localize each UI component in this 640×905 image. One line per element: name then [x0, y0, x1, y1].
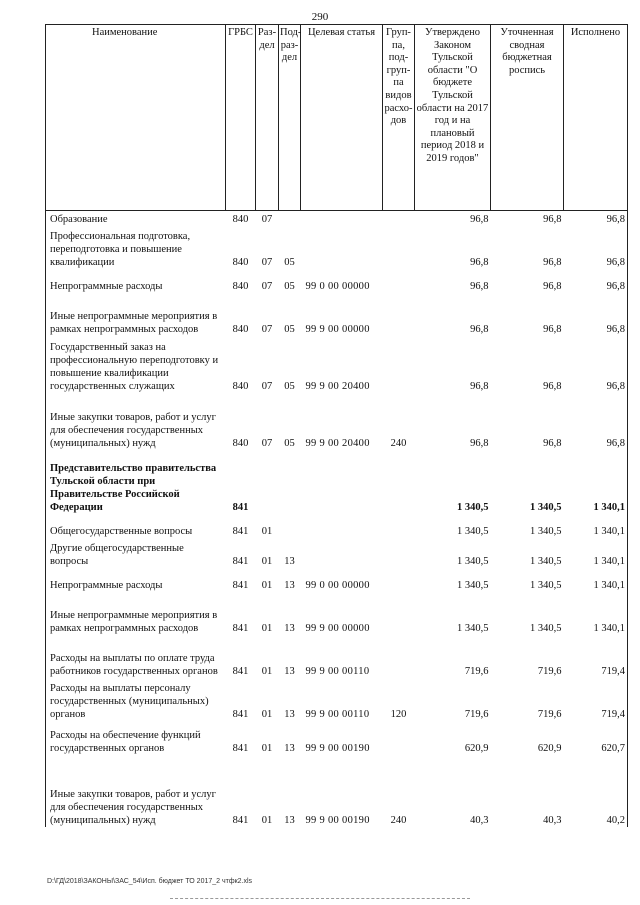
cell-podrazdel: 13 [284, 579, 295, 591]
table-row [46, 568, 628, 592]
cell-group [383, 635, 415, 678]
cell-podrazdel: 05 [284, 323, 295, 335]
cell-executed: 1 340,1 [564, 538, 628, 568]
cell-approved: 1 340,5 [457, 579, 489, 591]
cell-approved: 96,8 [470, 437, 489, 449]
cell-group [383, 514, 415, 538]
cell-razdel: 01 [261, 579, 273, 591]
cell-razdel: 01 [261, 622, 273, 634]
cell-refined: 96,8 [543, 380, 562, 392]
cell-group [383, 336, 415, 393]
cell-executed: 96,8 [564, 293, 628, 336]
cell-refined: 1 340,5 [530, 555, 562, 567]
table-row [46, 514, 628, 538]
cell-name: Иные закупки товаров, работ и услуг для обеспечения государственных (муниципальных) нужд [46, 755, 226, 827]
cell-approved: 1 340,5 [457, 622, 489, 634]
cell-podrazdel: 13 [284, 555, 295, 567]
header-executed: Исполнено [564, 25, 628, 211]
cell-refined: 1 340,5 [530, 525, 562, 537]
cell-podrazdel: 13 [284, 742, 295, 754]
cell-approved: 1 340,5 [457, 555, 489, 567]
cell-target: 99 9 00 00000 [305, 323, 370, 335]
header-name: Наименование [46, 25, 226, 211]
cell-razdel: 01 [261, 525, 273, 537]
header-row [46, 25, 628, 211]
cell-group: 120 [390, 708, 407, 720]
cell-name: Расходы на обеспечение функций государственных органов [46, 721, 226, 755]
cell-name: Общегосударственные вопросы [46, 514, 226, 538]
cell-target [301, 538, 383, 568]
cell-group: 240 [390, 437, 407, 449]
cell-refined: 40,3 [543, 814, 562, 826]
cell-group [383, 450, 415, 514]
cell-target [301, 211, 383, 226]
cell-executed: 96,8 [564, 211, 628, 226]
cell-executed: 96,8 [564, 336, 628, 393]
cell-grbs: 840 [232, 380, 249, 392]
header-approved: Утверждено Законом Тульской области "О бюджете Тульской области на 2017 год и на плановый период 2018 и 2019 годов" [415, 25, 491, 211]
cell-executed: 1 340,1 [564, 514, 628, 538]
cell-name: Профессиональная подготовка, переподготовка и повышение квалификации [46, 226, 226, 269]
cell-group [383, 293, 415, 336]
cell-razdel: 01 [261, 814, 273, 826]
cell-name: Непрограммные расходы [46, 568, 226, 592]
header-refined: Уточненная сводная бюджетная роспись [491, 25, 564, 211]
table-row [46, 393, 628, 450]
page-number: 290 [311, 11, 329, 23]
cell-name: Расходы на выплаты по оплате труда работников государственных органов [46, 635, 226, 678]
cell-target [301, 226, 383, 269]
cell-target: 99 9 00 00110 [305, 665, 370, 677]
cell-name: Государственный заказ на профессиональную переподготовку и повышение квалификации государственных служащих [46, 336, 226, 393]
cell-podrazdel [279, 211, 301, 226]
cell-podrazdel: 13 [284, 814, 295, 826]
cell-executed: 719,4 [564, 635, 628, 678]
header-razdel: Раз-дел [256, 25, 279, 211]
cell-approved: 719,6 [464, 665, 489, 677]
cell-grbs: 841 [232, 665, 249, 677]
table-row [46, 336, 628, 393]
table-row [46, 211, 628, 226]
cell-grbs: 841 [232, 742, 249, 754]
cell-grbs: 841 [232, 555, 249, 567]
cell-executed: 40,2 [564, 755, 628, 827]
cell-name: Образование [46, 211, 226, 226]
cell-refined: 620,9 [537, 742, 562, 754]
header-podrazdel: Под-раз-дел [279, 25, 301, 211]
budget-table [45, 24, 628, 827]
cell-razdel: 01 [261, 742, 273, 754]
cell-grbs: 840 [232, 280, 249, 292]
cell-refined: 96,8 [543, 280, 562, 292]
cell-grbs: 841 [232, 501, 249, 513]
cell-approved: 719,6 [464, 708, 489, 720]
cell-grbs: 841 [232, 814, 249, 826]
cell-razdel: 07 [261, 256, 273, 268]
cell-group [383, 226, 415, 269]
cell-approved: 1 340,5 [457, 525, 489, 537]
file-path-footer: D:\ГД\2018\ЗАКОНЫ\ЗАС_54\Исп. бюджет ТО 2017_2 чтфк2.xls [47, 878, 253, 885]
cell-grbs: 840 [232, 213, 249, 225]
cell-razdel: 07 [261, 437, 273, 449]
cell-executed: 1 340,1 [564, 450, 628, 514]
cell-podrazdel: 05 [284, 280, 295, 292]
cell-executed: 620,7 [564, 721, 628, 755]
cell-podrazdel [279, 450, 301, 514]
cell-group [383, 538, 415, 568]
cell-group [383, 721, 415, 755]
cell-refined: 96,8 [543, 256, 562, 268]
table-row [46, 755, 628, 827]
cell-grbs: 840 [232, 323, 249, 335]
cell-name: Расходы на выплаты персоналу государственных (муниципальных) органов [46, 678, 226, 721]
header-group: Груп-па, под-груп-па видов расхо-дов [383, 25, 415, 211]
cell-name: Иные закупки товаров, работ и услуг для обеспечения государственных (муниципальных) нужд [46, 393, 226, 450]
cell-razdel: 07 [261, 380, 273, 392]
cell-grbs: 841 [232, 708, 249, 720]
cell-razdel: 01 [261, 555, 273, 567]
cell-name: Иные непрограммные мероприятия в рамках непрограммных расходов [46, 592, 226, 635]
cell-target: 99 9 00 00190 [305, 814, 370, 826]
cell-razdel: 07 [261, 213, 273, 225]
cell-target [301, 450, 383, 514]
cell-grbs: 840 [232, 256, 249, 268]
table-row [46, 293, 628, 336]
cell-target: 99 0 00 00000 [305, 280, 370, 292]
cell-refined: 1 340,5 [530, 579, 562, 591]
cell-executed: 96,8 [564, 269, 628, 293]
cell-approved: 96,8 [470, 380, 489, 392]
cell-target: 99 9 00 00110 [305, 708, 370, 720]
cell-approved: 96,8 [470, 213, 489, 225]
table-row [46, 635, 628, 678]
cell-refined: 1 340,5 [530, 501, 562, 513]
table-row [46, 678, 628, 721]
cell-grbs: 841 [232, 622, 249, 634]
cell-executed: 1 340,1 [564, 592, 628, 635]
cell-refined: 96,8 [543, 437, 562, 449]
table-row [46, 269, 628, 293]
table-body [46, 211, 628, 827]
table-row [46, 592, 628, 635]
cell-executed: 719,4 [564, 678, 628, 721]
cell-grbs: 841 [232, 579, 249, 591]
table-row [46, 450, 628, 514]
cell-executed: 96,8 [564, 226, 628, 269]
cell-podrazdel: 05 [284, 380, 295, 392]
cell-target: 99 9 00 20400 [305, 437, 370, 449]
cell-refined: 96,8 [543, 213, 562, 225]
cell-approved: 96,8 [470, 256, 489, 268]
cell-razdel: 01 [261, 708, 273, 720]
cell-podrazdel: 05 [284, 437, 295, 449]
cell-target: 99 0 00 00000 [305, 579, 370, 591]
cell-executed: 96,8 [564, 393, 628, 450]
cell-approved: 96,8 [470, 280, 489, 292]
cell-podrazdel [279, 514, 301, 538]
cell-name: Непрограммные расходы [46, 269, 226, 293]
bottom-divider [170, 898, 470, 900]
cell-name: Иные непрограммные мероприятия в рамках непрограммных расходов [46, 293, 226, 336]
cell-razdel [256, 450, 279, 514]
cell-target: 99 9 00 00190 [305, 742, 370, 754]
table-row [46, 226, 628, 269]
cell-podrazdel: 13 [284, 665, 295, 677]
cell-target: 99 9 00 20400 [305, 380, 370, 392]
table-row [46, 538, 628, 568]
cell-target [301, 514, 383, 538]
cell-razdel: 01 [261, 665, 273, 677]
cell-grbs: 841 [232, 525, 249, 537]
cell-group [383, 211, 415, 226]
cell-refined: 96,8 [543, 323, 562, 335]
cell-group: 240 [390, 814, 407, 826]
cell-approved: 620,9 [464, 742, 489, 754]
cell-refined: 719,6 [537, 708, 562, 720]
cell-group [383, 592, 415, 635]
cell-approved: 1 340,5 [457, 501, 489, 513]
cell-group [383, 568, 415, 592]
cell-executed: 1 340,1 [564, 568, 628, 592]
cell-name: Другие общегосударственные вопросы [46, 538, 226, 568]
table-row [46, 721, 628, 755]
cell-target: 99 9 00 00000 [305, 622, 370, 634]
cell-grbs: 840 [232, 437, 249, 449]
cell-name: Представительство правительства Тульской области при Правительстве Российской Федерации [46, 450, 226, 514]
budget-table-sheet [45, 24, 627, 827]
cell-group [383, 269, 415, 293]
header-grbs: ГРБС [226, 25, 256, 211]
cell-podrazdel: 13 [284, 708, 295, 720]
cell-razdel: 07 [261, 323, 273, 335]
header-target: Целевая статья [301, 25, 383, 211]
cell-refined: 1 340,5 [530, 622, 562, 634]
cell-approved: 96,8 [470, 323, 489, 335]
cell-razdel: 07 [261, 280, 273, 292]
cell-approved: 40,3 [470, 814, 489, 826]
cell-podrazdel: 05 [284, 256, 295, 268]
cell-refined: 719,6 [537, 665, 562, 677]
cell-podrazdel: 13 [284, 622, 295, 634]
